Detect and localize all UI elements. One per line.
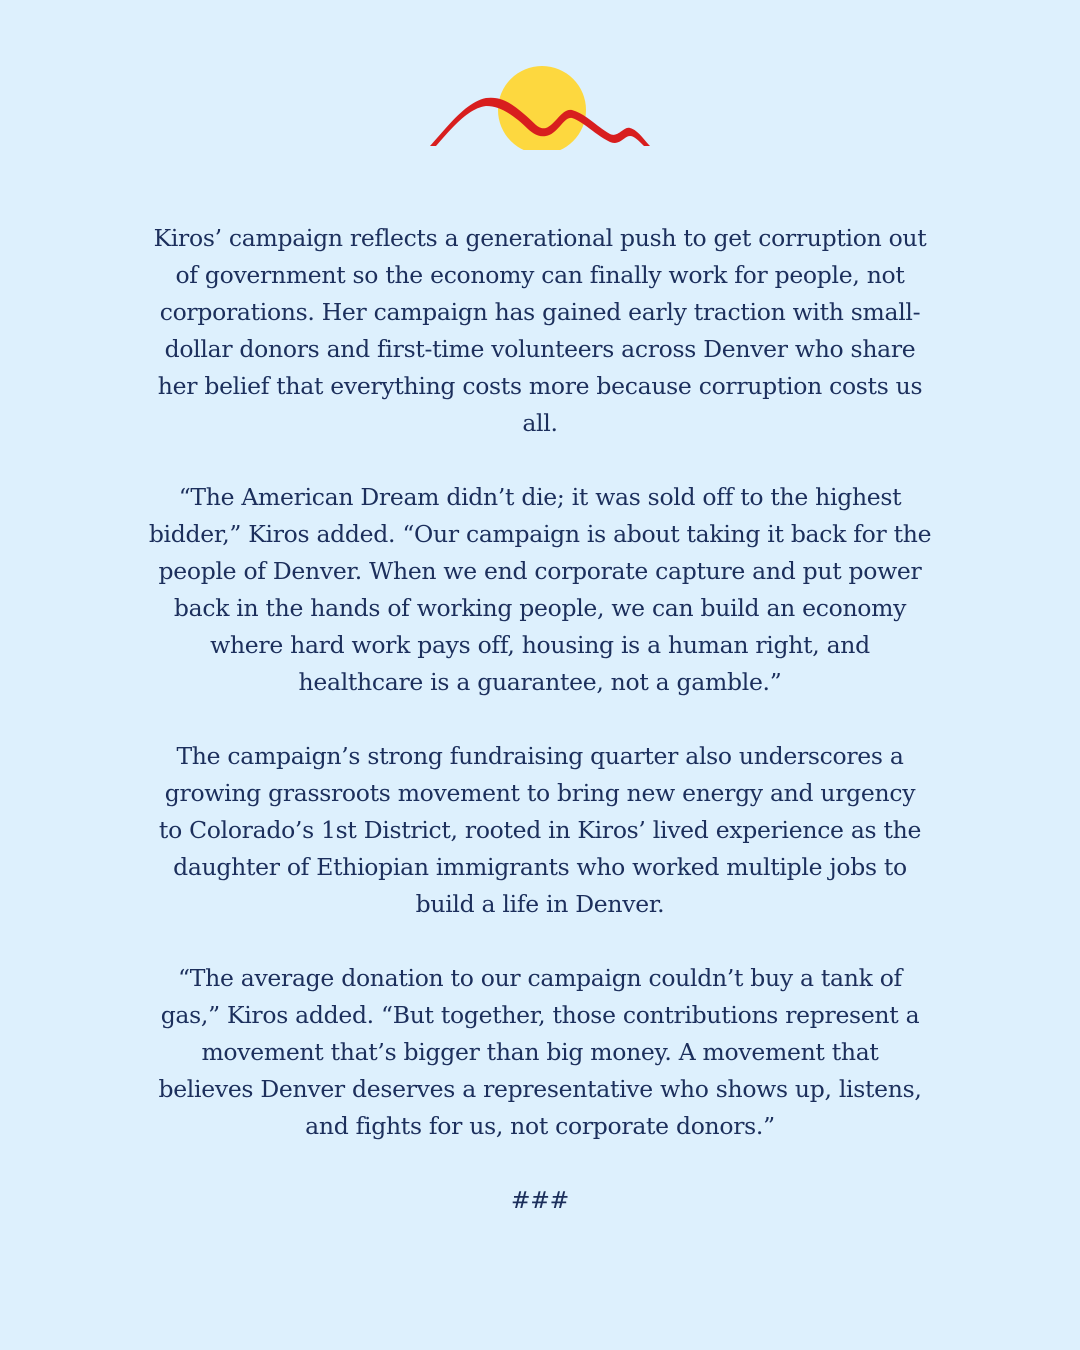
end-mark: ### <box>510 1186 570 1214</box>
text-line: and fights for us, not corporate donors.” <box>305 1112 775 1140</box>
text-line: believes Denver deserves a representative who shows up, listens, <box>158 1075 922 1103</box>
text-line: gas,” Kiros added. “But together, those contributions represent a <box>160 1001 920 1029</box>
text-line: daughter of Ethiopian immigrants who worked multiple jobs to <box>173 853 907 881</box>
sun-over-mountains-logo <box>430 66 650 150</box>
text-line: bidder,” Kiros added. “Our campaign is about taking it back for the <box>148 520 932 548</box>
text-line: growing grassroots movement to bring new energy and urgency <box>164 779 916 807</box>
text-line: build a life in Denver. <box>415 890 665 918</box>
text-line: to Colorado’s 1st District, rooted in Kiros’ lived experience as the <box>158 816 922 844</box>
text-line: people of Denver. When we end corporate capture and put power <box>158 557 922 585</box>
text-line: The campaign’s strong fundraising quarter also underscores a <box>176 742 904 770</box>
paragraph-fundraising-quarter <box>60 738 1020 923</box>
text-line: Kiros’ campaign reflects a generational push to get corruption out <box>153 224 927 252</box>
paragraph-average-donation-quote <box>60 960 1020 1145</box>
text-line: her belief that everything costs more because corruption costs us <box>157 372 923 400</box>
press-release-body <box>60 220 1020 1256</box>
text-line: “The average donation to our campaign couldn’t buy a tank of <box>178 964 902 992</box>
paragraph-american-dream-quote <box>60 479 1020 701</box>
text-line: where hard work pays off, housing is a human right, and <box>210 631 870 659</box>
text-line: all. <box>522 409 558 437</box>
text-line: corporations. Her campaign has gained early traction with small- <box>159 298 921 326</box>
text-line: of government so the economy can finally work for people, not <box>175 261 905 289</box>
text-line: back in the hands of working people, we can build an economy <box>173 594 907 622</box>
text-line: healthcare is a guarantee, not a gamble.” <box>298 668 782 696</box>
text-line: “The American Dream didn’t die; it was sold off to the highest <box>178 483 902 511</box>
paragraph-campaign-reflects <box>60 220 1020 442</box>
text-line: movement that’s bigger than big money. A movement that <box>201 1038 879 1066</box>
text-line: dollar donors and first-time volunteers across Denver who share <box>164 335 916 363</box>
